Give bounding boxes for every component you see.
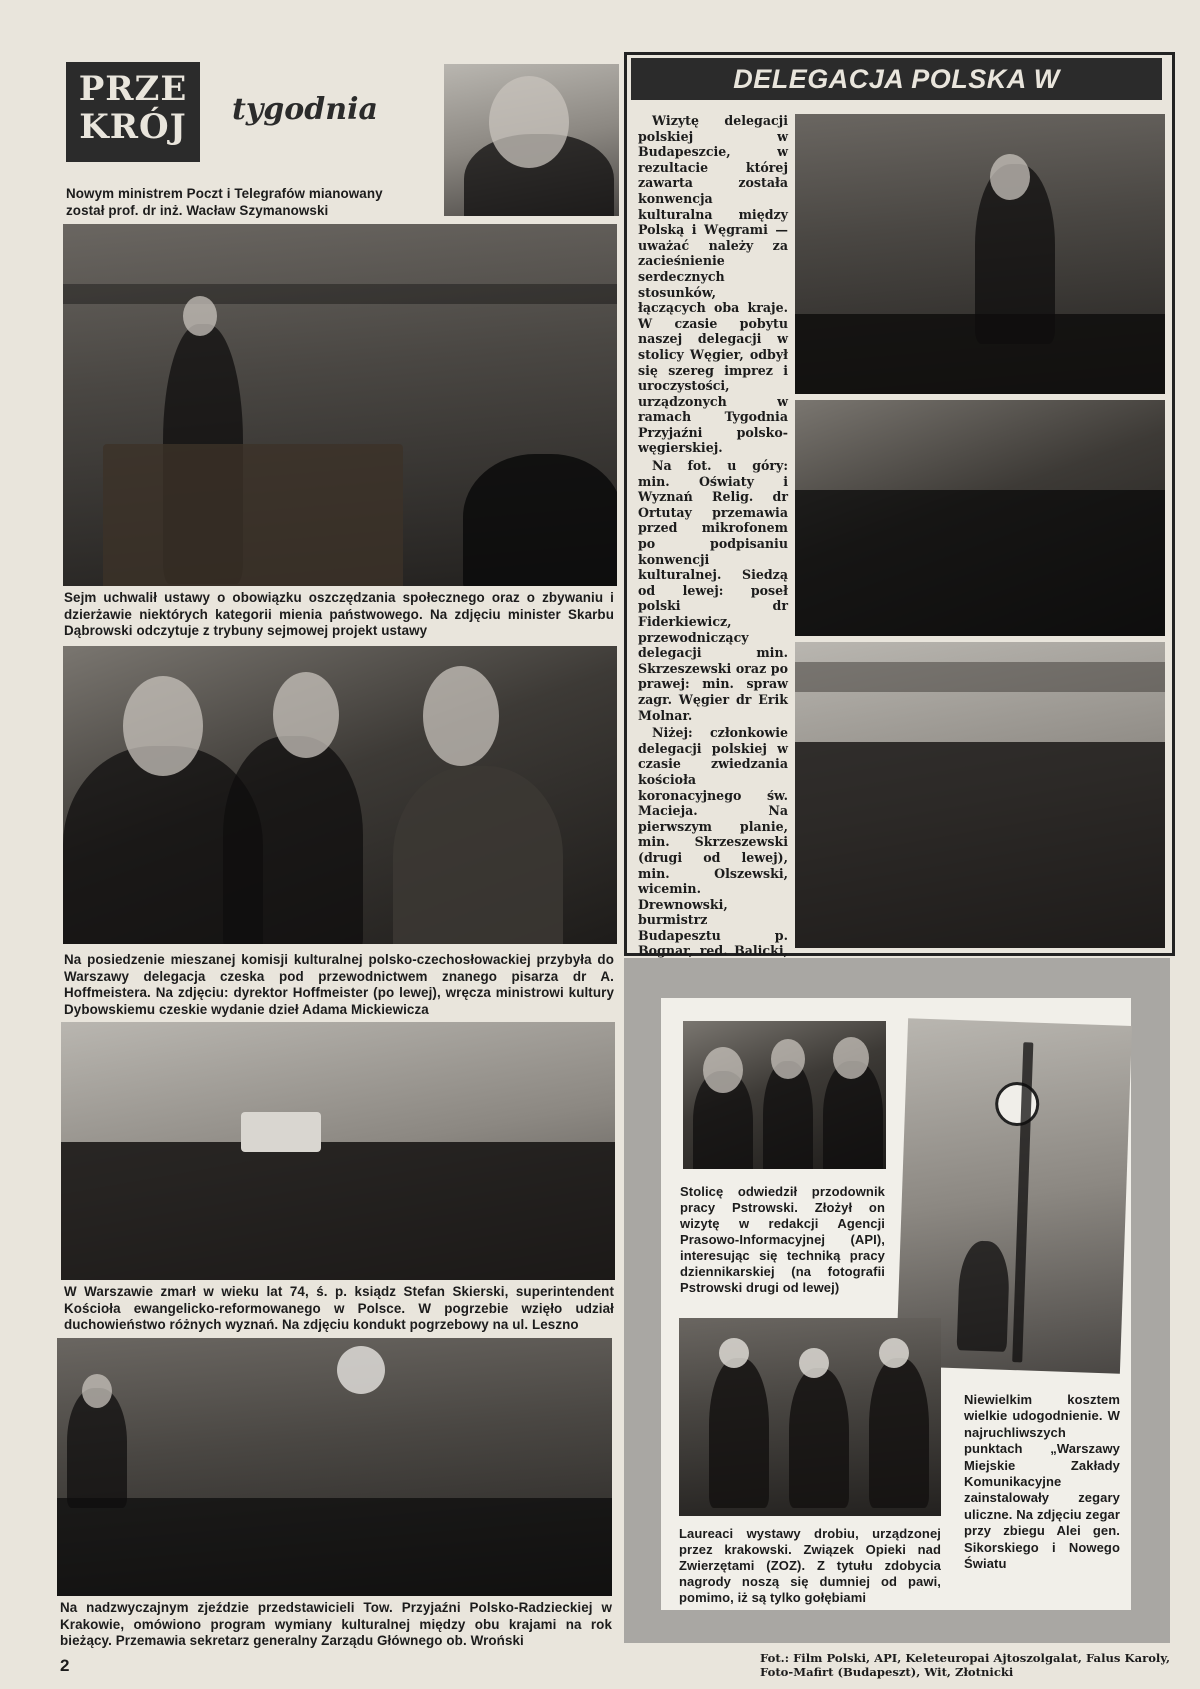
minister-portrait-photo xyxy=(444,64,619,216)
pstrowski-caption: Stolicę odwiedził przodownik pracy Pstrowski. Złożył on wizytę w redakcji Agencji Prasowo-Informacyjnej (API), interesując się techniką pracy dziennikarskiej (na fotografii Pstrowski drugi od lewej) xyxy=(680,1184,885,1295)
magazine-logo xyxy=(66,62,200,162)
minister-caption: Nowym ministrem Poczt i Telegrafów mianowany został prof. dr inż. Wacław Szymanowski xyxy=(66,186,383,218)
section-subtitle: tygodnia xyxy=(232,92,378,127)
page-number: 2 xyxy=(60,1656,70,1675)
sejm-photo xyxy=(63,224,617,586)
zjazd-caption: Na nadzwyczajnym zjeździe przedstawicieli Tow. Przyjaźni Polsko-Radzieckiej w Krakowie, omówiono program wymiany kulturalnej między obu krajami na rok bieżący. Przemawia sekretarz generalny Zarządu Głównego ob. Wroński xyxy=(60,1600,612,1648)
delegacja-title: DELEGACJA POLSKA W xyxy=(631,58,1162,100)
drob-caption: Laureaci wystawy drobiu, urządzonej przez krakowski. Związek Opieki nad Zwierzętami (ZOZ). Z tytułu zdobycia nagrody noszą się dumniej od pawi, pomimo, iż są tylko gołębiami xyxy=(679,1526,941,1605)
komisja-caption: Na posiedzenie mieszanej komisji kulturalnej polsko-czechosłowackiej przybyła do Warszawy delegacja czeska pod przewodnictwem znanego pisarza dr A. Hoffmeistera. Na zdjęciu: dyrektor Hoffmeister (po lewej), wręcza ministrowi kultury Dybowskiemu czeskie wydanie dzieł Adama Mickiewicza xyxy=(64,952,614,1017)
drob-photo xyxy=(679,1318,941,1516)
komisja-photo xyxy=(63,646,617,944)
pogrzeb-caption: W Warszawie zmarł w wieku lat 74, ś. p. ksiądz Stefan Skierski, superintendent Kościoła ewangelicko-reformowanego w Polsce. W pogrzebie wzięło udział duchowieństwo różnych wyznań. Na zdjęciu kondukt pogrzebowy na ul. Leszno xyxy=(64,1284,614,1332)
delegacja-paragraph-1: Wizytę delegacji polskiej w Budapeszcie, w rezultacie której zawarta została konwencja kulturalna między Polską i Węgrami — uważać należy za zacieśnienie serdecznych stosunków, łączących oba kraje. W czasie pobytu naszej delegacji w stolicy Węgier, odbył się szereg imprez i uroczystości, urządzonych w ramach Tygodnia Przyjaźni polsko-węgierskiej. xyxy=(638,113,788,456)
zjazd-photo xyxy=(57,1338,612,1596)
pogrzeb-photo xyxy=(61,1022,615,1280)
delegacja-konwencja-photo xyxy=(795,114,1165,394)
logo-line-2: KRÓJ xyxy=(79,107,187,147)
logo-line-1: PRZE xyxy=(78,69,188,109)
delegacja-kosciol-photo xyxy=(795,400,1165,636)
photo-credits: Fot.: Film Polski, API, Keleteuropai Ajtoszolgalat, Falus Karoly, Foto-Mafirt (Budapeszt), Wit, Złotnicki xyxy=(760,1651,1170,1679)
delegacja-przyjecie-photo xyxy=(795,642,1165,948)
sejm-caption: Sejm uchwalił ustawy o obowiązku oszczędzania społecznego oraz o zbywaniu i dzierżawie niektórych kategorii mienia państwowego. Na zdjęciu minister Skarbu Dąbrowski odczytuje z trybuny sejmowej projekt ustawy xyxy=(64,590,614,638)
pstrowski-photo xyxy=(683,1021,886,1169)
delegacja-paragraph-3: Niżej: członkowie delegacji polskiej w czasie zwiedzania kościoła koronacyjnego św. Macieja. Na pierwszym planie, min. Skrzeszewski (drugi od lewej), min. Olszewski, wicemin. Drewnowski, burmistrz Budapesztu p. Bognar, red. Balicki, xyxy=(638,725,788,959)
delegacja-paragraph-2: Na fot. u góry: min. Oświaty i Wyznań Relig. dr Ortutay przemawia przed mikrofonem po podpisaniu konwencji kulturalnej. Siedzą od lewej: poseł polski dr Fiderkiewicz, przewodniczący delegacji min. Skrzeszewski oraz po prawej: min. spraw zagr. Węgier dr Erik Molnar. xyxy=(638,458,788,723)
zegary-caption: Niewielkim kosztem wielkie udogodnienie. W najruchliwszych punktach „Warszawy Miejskie Zakłady Komunikacyjne zainstalowały zegary uliczne. Na zdjęciu zegar przy zbiegu Alei gen. Sikorskiego i Nowego Światu xyxy=(964,1392,1120,1572)
delegacja-text xyxy=(638,113,788,1072)
